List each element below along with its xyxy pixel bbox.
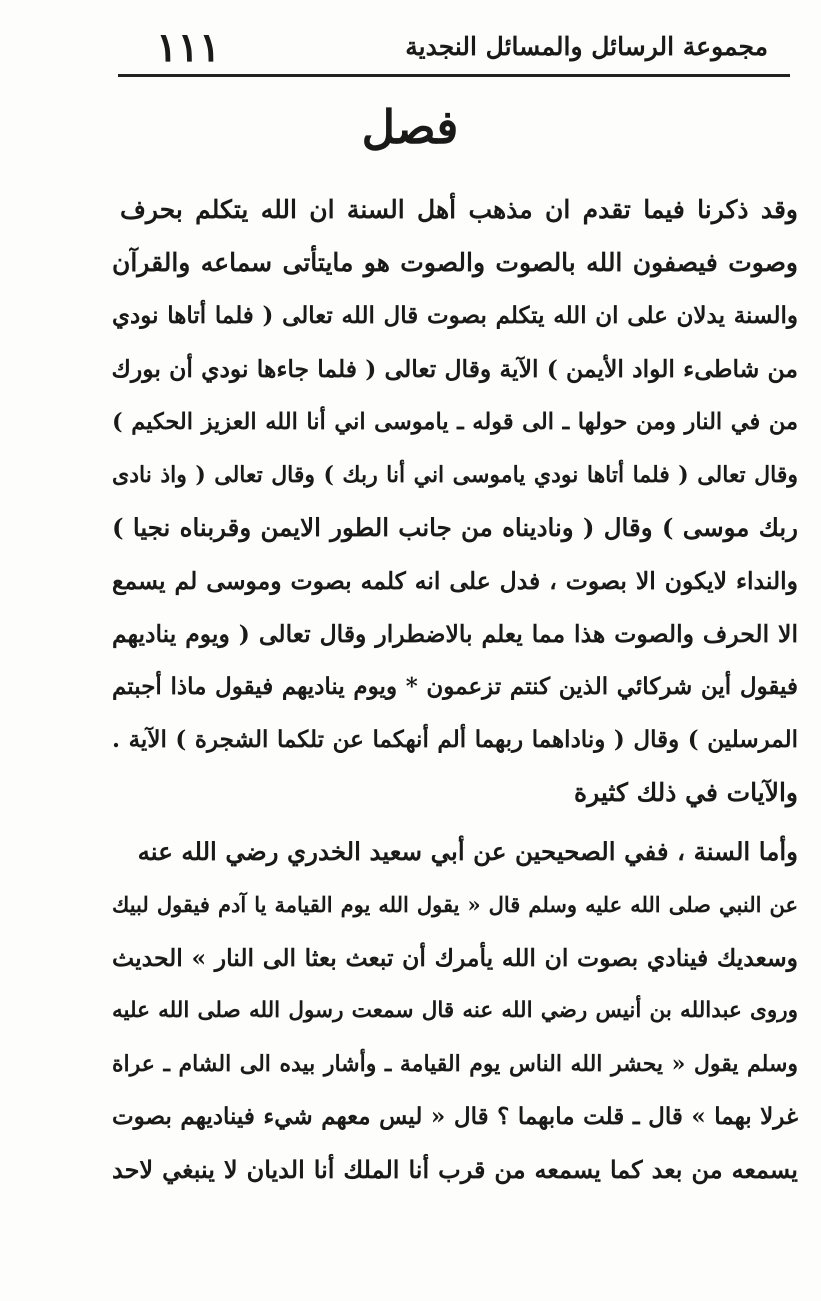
text-line: وروى عبدالله بن أنيس رضي الله عنه قال سمعت رسول الله صلى الله عليه — [112, 998, 798, 1023]
text-line: والنداء لايكون الا بصوت ، فدل على انه كلمه بصوت وموسى لم يسمع — [112, 567, 798, 595]
text-line: وقد ذكرنا فيما تقدم ان مذهب أهل السنة ان الله يتكلم بحرف — [120, 195, 798, 224]
text-line: وسعديك فينادي بصوت ان الله يأمرك أن تبعث بعثا الى النار » الحديث — [112, 944, 798, 972]
text-line: وأما السنة ، ففي الصحيحين عن أبي سعيد الخدري رضي الله عنه — [138, 837, 798, 866]
text-line: ربك موسى ) وقال ( وناديناه من جانب الطور الايمن وقربناه نجيا ) — [112, 513, 798, 542]
page-header — [118, 22, 788, 72]
text-line: من في النار ومن حولها ـ الى قوله ـ ياموسى اني أنا الله العزيز الحكيم ) — [112, 409, 798, 435]
text-line: والآيات في ذلك كثيرة — [574, 778, 798, 807]
text-line: وصوت فيصفون الله بالصوت والصوت هو مايتأتى سماعه والقرآن — [112, 248, 798, 277]
text-line: والسنة يدلان على ان الله يتكلم بصوت قال الله تعالى ( فلما أتاها نودي — [112, 302, 798, 329]
text-line: المرسلين ) وقال ( وناداهما ربهما ألم أنهكما عن تلكما الشجرة ) الآية . — [112, 726, 798, 753]
text-line: فيقول أين شركائي الذين كنتم تزعمون * ويوم يناديهم فيقول ماذا أجبتم — [112, 673, 798, 700]
text-line: من شاطىء الواد الأيمن ) الآية وقال تعالى ( فلما جاءها نودي أن بورك — [112, 355, 798, 383]
text-line: وقال تعالى ( فلما أتاها نودي ياموسى اني أنا ربك ) وقال تعالى ( واذ نادى — [112, 462, 798, 488]
page-number: ١١١ — [156, 24, 221, 71]
text-line: وسلم يقول « يحشر الله الناس يوم القيامة ـ وأشار بيده الى الشام ـ عراة — [112, 1051, 798, 1077]
text-line: يسمعه من بعد كما يسمعه من قرب أنا الملك أنا الديان لا ينبغي لاحد — [112, 1155, 798, 1184]
header-rule — [118, 74, 790, 77]
text-line: الا الحرف والصوت هذا مما يعلم بالاضطرار وقال تعالى ( ويوم يناديهم — [112, 620, 798, 648]
text-line: غرلا بهما » قال ـ قلت مابهما ؟ قال « ليس معهم شيء فيناديهم بصوت — [112, 1103, 798, 1130]
running-title: مجموعة الرسائل والمسائل النجدية — [405, 32, 768, 61]
text-line: عن النبي صلى الله عليه وسلم قال « يقول الله يوم القيامة يا آدم فيقول لبيك — [112, 892, 798, 917]
section-heading: فصل — [361, 100, 459, 154]
